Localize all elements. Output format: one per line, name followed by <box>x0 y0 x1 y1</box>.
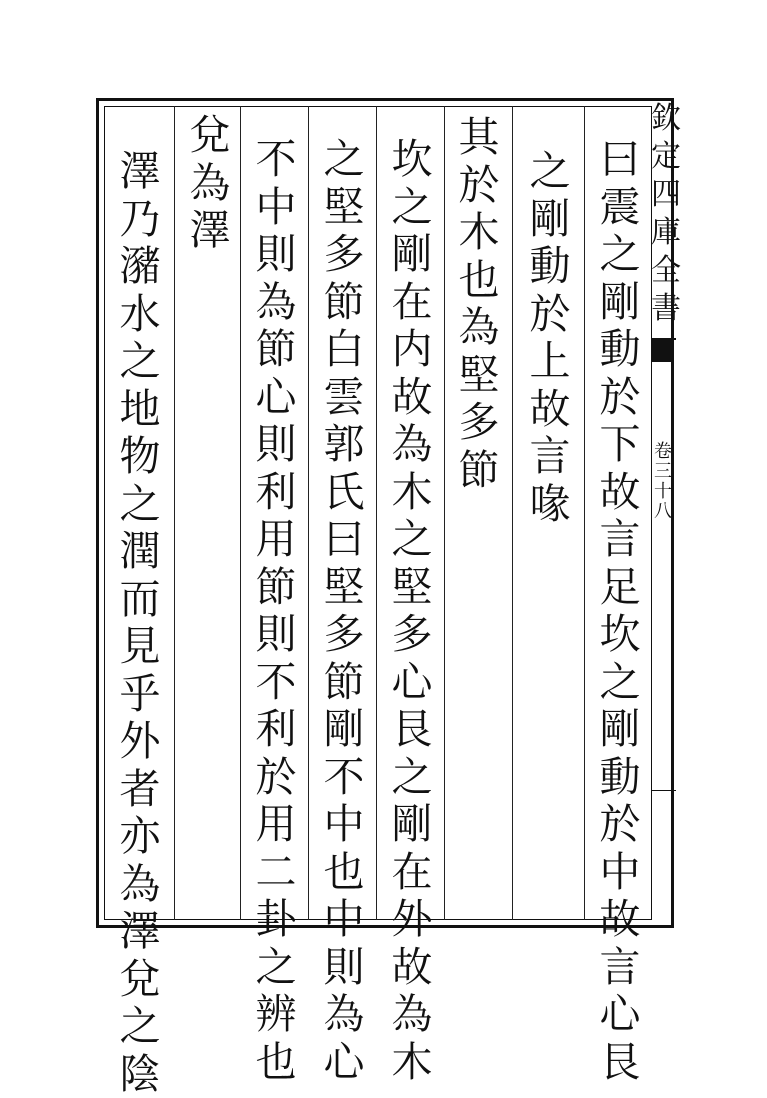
margin-tick <box>652 790 676 791</box>
glyph: 為 <box>252 279 300 327</box>
glyph: 喙 <box>526 481 574 529</box>
glyph: 在 <box>388 279 436 327</box>
glyph: 剛 <box>596 279 644 327</box>
glyph: 心 <box>596 991 644 1039</box>
glyph: 定 <box>651 138 681 176</box>
glyph: 中 <box>320 801 368 849</box>
column-rule <box>376 106 377 920</box>
glyph: 不 <box>252 659 300 707</box>
column-rule <box>308 106 309 920</box>
glyph: 節 <box>320 279 368 327</box>
glyph: 為 <box>320 991 368 1039</box>
glyph: 用 <box>252 516 300 564</box>
glyph: 之 <box>116 1003 164 1051</box>
glyph: 乃 <box>116 196 164 244</box>
glyph: 辨 <box>252 991 300 1039</box>
glyph: 十 <box>654 482 672 502</box>
glyph: 言 <box>596 516 644 564</box>
text-column-1 <box>596 136 644 1086</box>
text-column-3 <box>455 114 503 494</box>
glyph: 外 <box>388 896 436 944</box>
glyph: 故 <box>596 896 644 944</box>
glyph: 雲 <box>320 374 368 422</box>
glyph: 節 <box>252 564 300 612</box>
glyph: 乎 <box>116 671 164 719</box>
glyph: 多 <box>320 231 368 279</box>
glyph: 澤 <box>186 207 234 255</box>
glyph: 者 <box>116 766 164 814</box>
glyph: 坎 <box>596 611 644 659</box>
text-column-6 <box>252 136 300 1086</box>
glyph: 澤 <box>116 148 164 196</box>
glyph: 八 <box>654 502 672 522</box>
glyph: 在 <box>388 849 436 897</box>
glyph: 内 <box>388 326 436 374</box>
glyph: 中 <box>320 896 368 944</box>
glyph: 而 <box>116 576 164 624</box>
glyph: 之 <box>252 944 300 992</box>
glyph: 曰 <box>596 136 644 184</box>
glyph: 多 <box>320 611 368 659</box>
glyph: 木 <box>388 469 436 517</box>
glyph: 之 <box>526 148 574 196</box>
glyph: 多 <box>388 611 436 659</box>
glyph: 之 <box>596 231 644 279</box>
glyph: 郭 <box>320 421 368 469</box>
glyph: 也 <box>252 1039 300 1087</box>
glyph: 物 <box>116 433 164 481</box>
glyph: 於 <box>596 374 644 422</box>
glyph: 心 <box>320 1039 368 1087</box>
glyph: 用 <box>252 801 300 849</box>
glyph: 於 <box>252 754 300 802</box>
glyph: 於 <box>526 291 574 339</box>
glyph: 地 <box>116 386 164 434</box>
glyph: 之 <box>388 516 436 564</box>
book-title <box>648 100 684 328</box>
glyph: 兌 <box>186 112 234 160</box>
glyph: 剛 <box>388 231 436 279</box>
text-column-5 <box>320 136 368 1086</box>
glyph: 心 <box>252 374 300 422</box>
glyph: 剛 <box>526 196 574 244</box>
glyph: 堅 <box>455 352 503 400</box>
glyph: 四 <box>651 176 681 214</box>
glyph: 不 <box>252 136 300 184</box>
glyph: 則 <box>320 944 368 992</box>
glyph: 則 <box>252 231 300 279</box>
glyph: 木 <box>388 1039 436 1087</box>
glyph: 故 <box>526 386 574 434</box>
glyph: 言 <box>596 944 644 992</box>
column-rule <box>512 106 513 920</box>
glyph: 三 <box>654 462 672 482</box>
glyph: 白 <box>320 326 368 374</box>
glyph: 也 <box>320 849 368 897</box>
glyph: 則 <box>252 611 300 659</box>
glyph: 動 <box>596 754 644 802</box>
glyph: 之 <box>388 754 436 802</box>
glyph: 潤 <box>116 528 164 576</box>
glyph: 為 <box>388 991 436 1039</box>
glyph: 節 <box>455 447 503 495</box>
glyph: 之 <box>320 136 368 184</box>
glyph: 其 <box>455 114 503 162</box>
glyph: 為 <box>116 861 164 909</box>
volume-label <box>650 442 676 522</box>
glyph: 兌 <box>116 956 164 1004</box>
glyph: 言 <box>526 433 574 481</box>
glyph: 堅 <box>320 184 368 232</box>
fish-tail-mark <box>652 340 674 362</box>
glyph: 坎 <box>388 136 436 184</box>
glyph: 木 <box>455 209 503 257</box>
glyph: 不 <box>320 754 368 802</box>
glyph: 多 <box>455 399 503 447</box>
glyph: 利 <box>252 469 300 517</box>
glyph: 也 <box>455 257 503 305</box>
glyph: 於 <box>596 801 644 849</box>
glyph: 心 <box>388 659 436 707</box>
glyph: 為 <box>388 421 436 469</box>
glyph: 艮 <box>388 706 436 754</box>
column-rule <box>240 106 241 920</box>
text-column-8 <box>116 148 164 1098</box>
glyph: 亦 <box>116 813 164 861</box>
text-column-7 <box>186 112 234 255</box>
glyph: 中 <box>596 849 644 897</box>
column-rule <box>174 106 175 920</box>
glyph: 庫 <box>651 214 681 252</box>
glyph: 中 <box>252 184 300 232</box>
glyph: 水 <box>116 291 164 339</box>
glyph: 澤 <box>116 908 164 956</box>
glyph: 節 <box>320 659 368 707</box>
glyph: 外 <box>116 718 164 766</box>
glyph: 卷 <box>654 442 672 462</box>
column-rule <box>444 106 445 920</box>
glyph: 全 <box>651 252 681 290</box>
glyph: 利 <box>252 706 300 754</box>
glyph: 為 <box>455 304 503 352</box>
glyph: 二 <box>252 849 300 897</box>
glyph: 故 <box>388 944 436 992</box>
glyph: 之 <box>116 338 164 386</box>
glyph: 足 <box>596 564 644 612</box>
glyph: 欽 <box>651 100 681 138</box>
glyph: 艮 <box>596 1039 644 1087</box>
glyph: 節 <box>252 326 300 374</box>
glyph: 剛 <box>320 706 368 754</box>
glyph: 動 <box>526 243 574 291</box>
glyph: 故 <box>388 374 436 422</box>
glyph: 動 <box>596 326 644 374</box>
column-rule <box>584 106 585 920</box>
text-column-2 <box>526 148 574 528</box>
glyph: 下 <box>596 421 644 469</box>
glyph: 陰 <box>116 1051 164 1098</box>
glyph: 見 <box>116 623 164 671</box>
glyph: 氏 <box>320 469 368 517</box>
glyph: 堅 <box>388 564 436 612</box>
glyph: 堅 <box>320 564 368 612</box>
glyph: 故 <box>596 469 644 517</box>
glyph: 卦 <box>252 896 300 944</box>
glyph: 之 <box>596 659 644 707</box>
glyph: 之 <box>388 184 436 232</box>
glyph: 則 <box>252 421 300 469</box>
glyph: 為 <box>186 160 234 208</box>
glyph: 瀦 <box>116 243 164 291</box>
glyph: 之 <box>116 481 164 529</box>
glyph: 剛 <box>388 801 436 849</box>
glyph: 剛 <box>596 706 644 754</box>
glyph: 震 <box>596 184 644 232</box>
text-column-4 <box>388 136 436 1086</box>
glyph: 書 <box>651 290 681 328</box>
glyph: 於 <box>455 162 503 210</box>
glyph: 上 <box>526 338 574 386</box>
glyph: 曰 <box>320 516 368 564</box>
